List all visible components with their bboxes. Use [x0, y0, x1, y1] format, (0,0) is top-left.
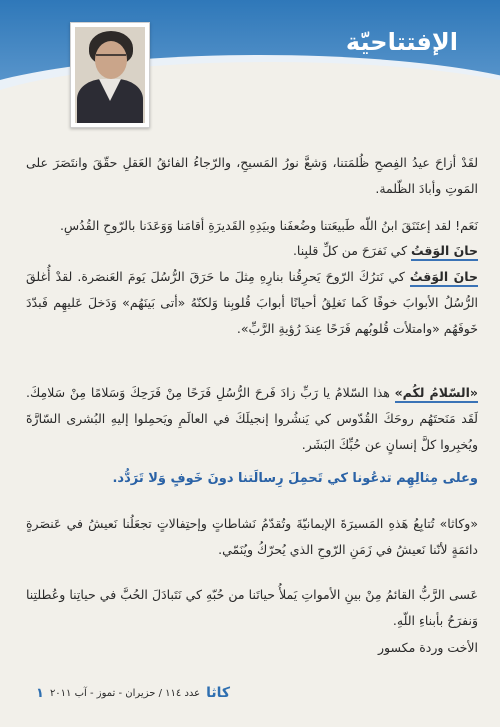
paragraph-3 — [26, 238, 478, 264]
paragraph-5-text: هذا السّلامُ يا رَبِّ زادَ فَرحَ الرُّسُلِ فَرَحًا مِنْ فَرَحِكَ وَسَلامًا مِنْ سَلامِكَ. لَقَد مَنَحتَهُم روحَكَ القُدّوس كي يَنشُروا إنجيلَكَ في العالَمِ ويَحمِلوا إليهِ البُشرى السّارَّةَ ويُخبِروا كلَّ إنسانٍ عن حُبِّكَ البَشَر. — [26, 385, 478, 452]
highlight-time-2: حانَ الوَقتُ — [410, 269, 478, 287]
paragraph-1: لقَدْ أزاحَ عيدُ الفِصحِ ظُلمَتنا، وَشعَّ نورُ المَسيحِ، والرّجاءُ الفائقُ العَقلِ حقّقَ وانتَصَرَ على المَوتِ وأبادَ الظّلمة. — [26, 155, 478, 196]
magazine-logo: كاثا — [206, 685, 231, 701]
paragraph-5 — [26, 380, 478, 458]
paragraph-8: عَسى الرَّبُّ القائمُ مِنْ بينِ الأمواتِ يَملأُ حياتَنا من حُبّهِ كي نَتَبادَلَ الحُبَّ في حياتِنا وعُطلتِنا وَنفرَحُ بأبناءِ اللّهِ. — [26, 587, 478, 628]
paragraph-3-text: كي نَفرَحَ من كلِّ قلبِنا. — [292, 243, 408, 258]
author-photo — [70, 22, 150, 128]
paragraph-2: نَعَم! لقد إعتَنَقَ ابنُ اللّه طَبيعَتنا وضُعفَنا وبيَدِهِ القَديرَةِ أقامَنا وَوَعَدَنا بالرّوحِ القُدُسِ. — [59, 218, 478, 233]
photo-figure-glasses — [96, 54, 126, 62]
paragraph-4 — [26, 264, 478, 342]
photo-background — [75, 27, 145, 123]
paragraph-4-text: كي نَترُكَ الرّوحَ يَحرِقُنا بنارِهِ مِثلَ ما حَرَقَ الرُّسُلَ يَومَ العَنصَرة. لقدْ أُغلقَ الرُّسُلُ الأبوابَ خوفًا كَما نَغلِقُ أحيانًا أبوابَ قُلوبِنا وَلكنّهُ «أتى بَينَهُم» وَدَخلَ عَليهِم فَبدّدَ خَوفَهُم «وامتلأت قُلوبُهم فَرَحًا عِندَ رُؤيةِ الرَّبِّ». — [26, 269, 478, 336]
page-title: الإفتتاحيّة — [345, 28, 458, 56]
page-number: ١ — [36, 685, 44, 701]
highlight-peace: «السّلامُ لكُم» — [395, 385, 478, 403]
paragraph-7: «وكاثا» تُتابِعُ هَذهِ المَسيرَةَ الإيمانيّةَ وتُقدّمُ نَشاطاتٍ وإحتِفالاتٍ تجعَلُنا نَعيشُ في عَنصَرةٍ دائمَةٍ لأنّنا نَعيشُ في زَمَنِ الرّوحِ الذي يُحرّكُ ويُنَمّي. — [26, 516, 478, 557]
paragraph-6-emphasis: وعلى مِثالِهِم تدعُونا كي تَحمِلَ رِسالَتنا دونَ خَوفٍ وَلا تَرَدُّد. — [112, 471, 478, 486]
highlight-time-1: حانَ الوَقتُ — [411, 243, 478, 261]
author-signature: الأخت وردة مكسور — [378, 640, 478, 655]
page-footer — [26, 685, 230, 701]
issue-info: عدد ١١٤ / حزيران - تموز - آب ٢٠١١ — [49, 687, 201, 699]
